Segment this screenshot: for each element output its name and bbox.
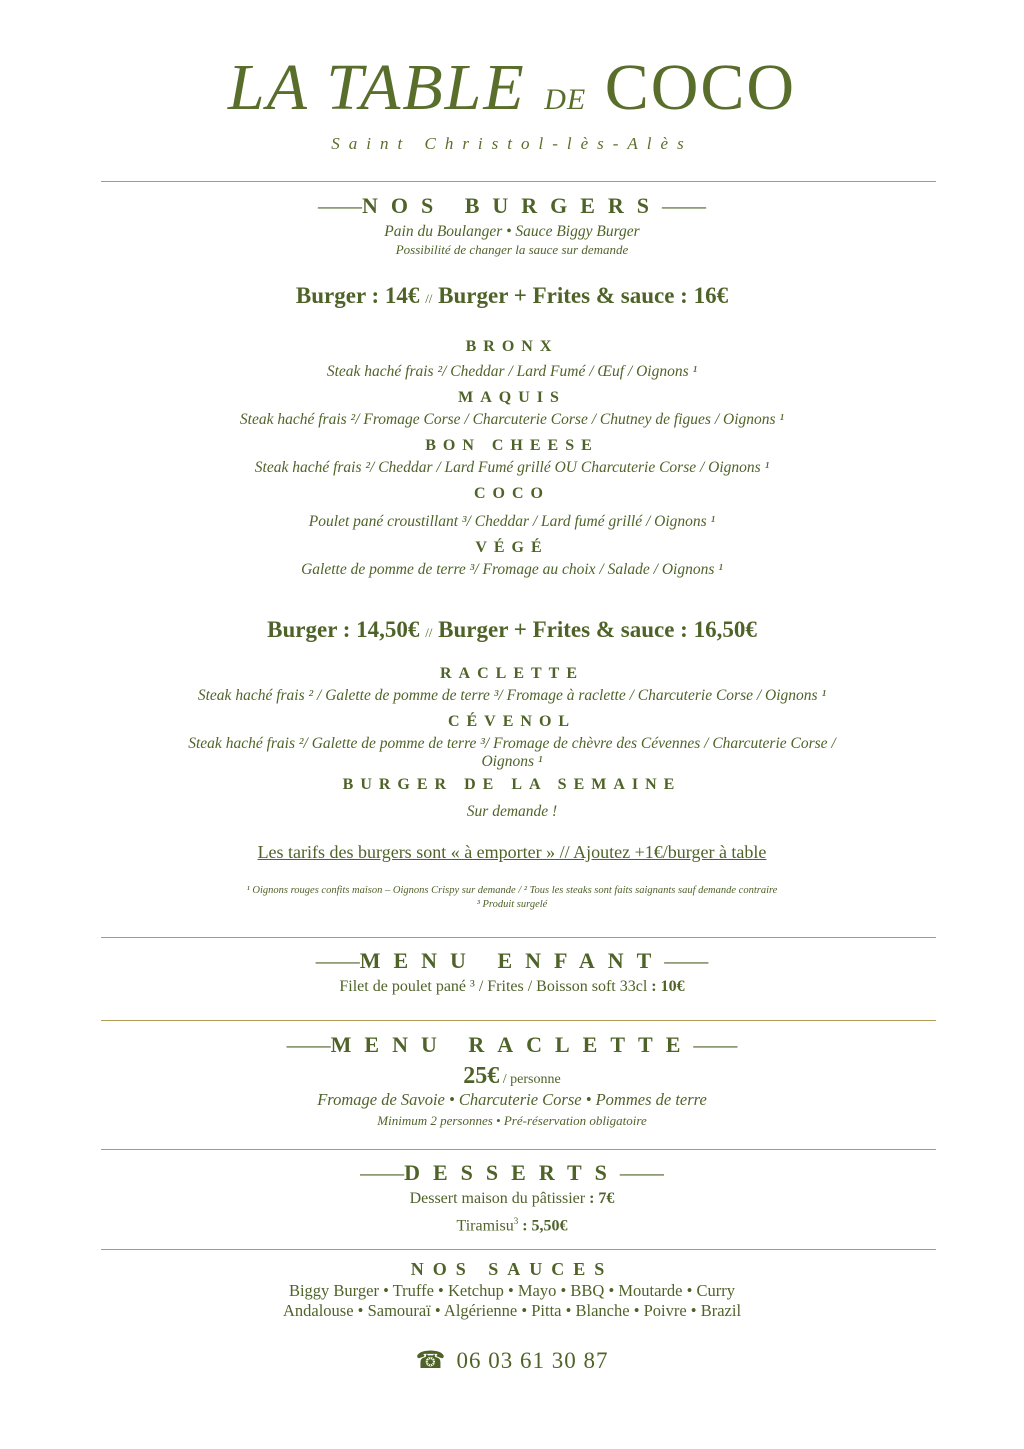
burger-name: VÉGÉ: [475, 539, 549, 556]
footnote: ¹ Oignons rouges confits maison – Oignons Crispy sur demande / ² Tous les steaks sont faits saignants sauf demande contraire: [246, 885, 778, 896]
burger-desc: Steak haché frais ²/ Fromage Corse / Charcuterie Corse / Chutney de figues / Oignons ¹: [239, 411, 785, 428]
section-title-desserts: ——DESSERTS——: [360, 1160, 664, 1185]
section-title-kids: ——MENU ENFANT——: [315, 948, 709, 973]
burger-desc: Steak haché frais ² / Galette de pomme de terre ³/ Fromage à raclette / Charcuterie Corse / Oignons ¹: [197, 687, 827, 704]
burger-name: BURGER DE LA SEMAINE: [342, 776, 682, 793]
dessert-item: Dessert maison du pâtissier : 7€: [409, 1190, 615, 1207]
section-title-raclette: ——MENU RACLETTE——: [286, 1032, 738, 1057]
burger-name: BRONX: [465, 338, 559, 355]
raclette-desc: Fromage de Savoie • Charcuterie Corse • Pommes de terre: [317, 1090, 707, 1109]
burger-desc: Sur demande !: [466, 803, 558, 820]
telephone-icon: ☎: [415, 1348, 447, 1374]
burger-desc: Steak haché frais ²/ Cheddar / Lard Fumé grillé OU Charcuterie Corse / Oignons ¹: [254, 459, 770, 476]
price-line-1: Burger : 14€ // Burger + Frites & sauce : 16€: [295, 283, 729, 308]
burger-name: CÉVENOL: [447, 713, 577, 730]
burger-name: MAQUIS: [458, 389, 566, 406]
dessert-item: Tiramisu$^3$ : 5,50€: [456, 1216, 568, 1235]
divider: [101, 1149, 936, 1150]
divider: [101, 181, 936, 182]
burger-name: COCO: [474, 485, 550, 502]
kids-menu-desc: Filet de poulet pané ³ / Frites / Boisson soft 33cl : 10€: [339, 978, 685, 995]
divider: [101, 1020, 936, 1021]
burger-desc: Galette de pomme de terre ³/ Fromage au choix / Salade / Oignons ¹: [301, 561, 723, 578]
burger-desc: Steak haché frais ²/ Galette de pomme de terre ³/ Fromage de chèvre des Cévennes / Charcuterie Corse /: [188, 735, 836, 752]
phone-number-row: [0, 1346, 1024, 1376]
divider: [101, 937, 936, 938]
burger-name: RACLETTE: [439, 665, 585, 682]
burger-desc-cont: Oignons ¹: [481, 753, 543, 770]
burger-desc: Poulet pané croustillant ³/ Cheddar / Lard fumé grillé / Oignons ¹: [308, 513, 716, 530]
section-title-burgers: ——NOS BURGERS——: [317, 193, 707, 218]
raclette-price: 25€ / personne: [463, 1063, 561, 1089]
title-coco: COCO: [604, 51, 797, 124]
section-title-sauces: NOS SAUCES: [410, 1259, 614, 1279]
restaurant-location: Saint Christol-lès-Alès: [331, 134, 693, 153]
burgers-sauce-note: Possibilité de changer la sauce sur demande: [395, 242, 629, 257]
sauces-line: Biggy Burger • Truffe • Ketchup • Mayo • BBQ • Moutarde • Curry: [288, 1281, 736, 1300]
burger-desc: Steak haché frais ²/ Cheddar / Lard Fumé / Œuf / Oignons ¹: [326, 363, 698, 380]
sauces-line: Andalouse • Samouraï • Algérienne • Pitta • Blanche • Poivre • Brazil: [282, 1301, 742, 1320]
restaurant-title: [0, 48, 1024, 140]
price-line-2: Burger : 14,50€ // Burger + Frites & sauce : 16,50€: [267, 617, 757, 642]
burgers-bread-sauce: Pain du Boulanger • Sauce Biggy Burger: [384, 223, 640, 240]
raclette-note: Minimum 2 personnes • Pré-réservation obligatoire: [377, 1113, 647, 1128]
divider: [101, 1249, 936, 1250]
title-la-table: LA TABLE: [227, 51, 526, 124]
phone-number: 06 03 61 30 87: [456, 1348, 609, 1373]
title-de: DE: [544, 83, 587, 116]
burger-name: BON CHEESE: [425, 437, 599, 454]
takeaway-note: Les tarifs des burgers sont « à emporter » // Ajoutez +1€/burger à table: [257, 842, 767, 862]
footnote: ³ Produit surgelé: [476, 899, 548, 910]
